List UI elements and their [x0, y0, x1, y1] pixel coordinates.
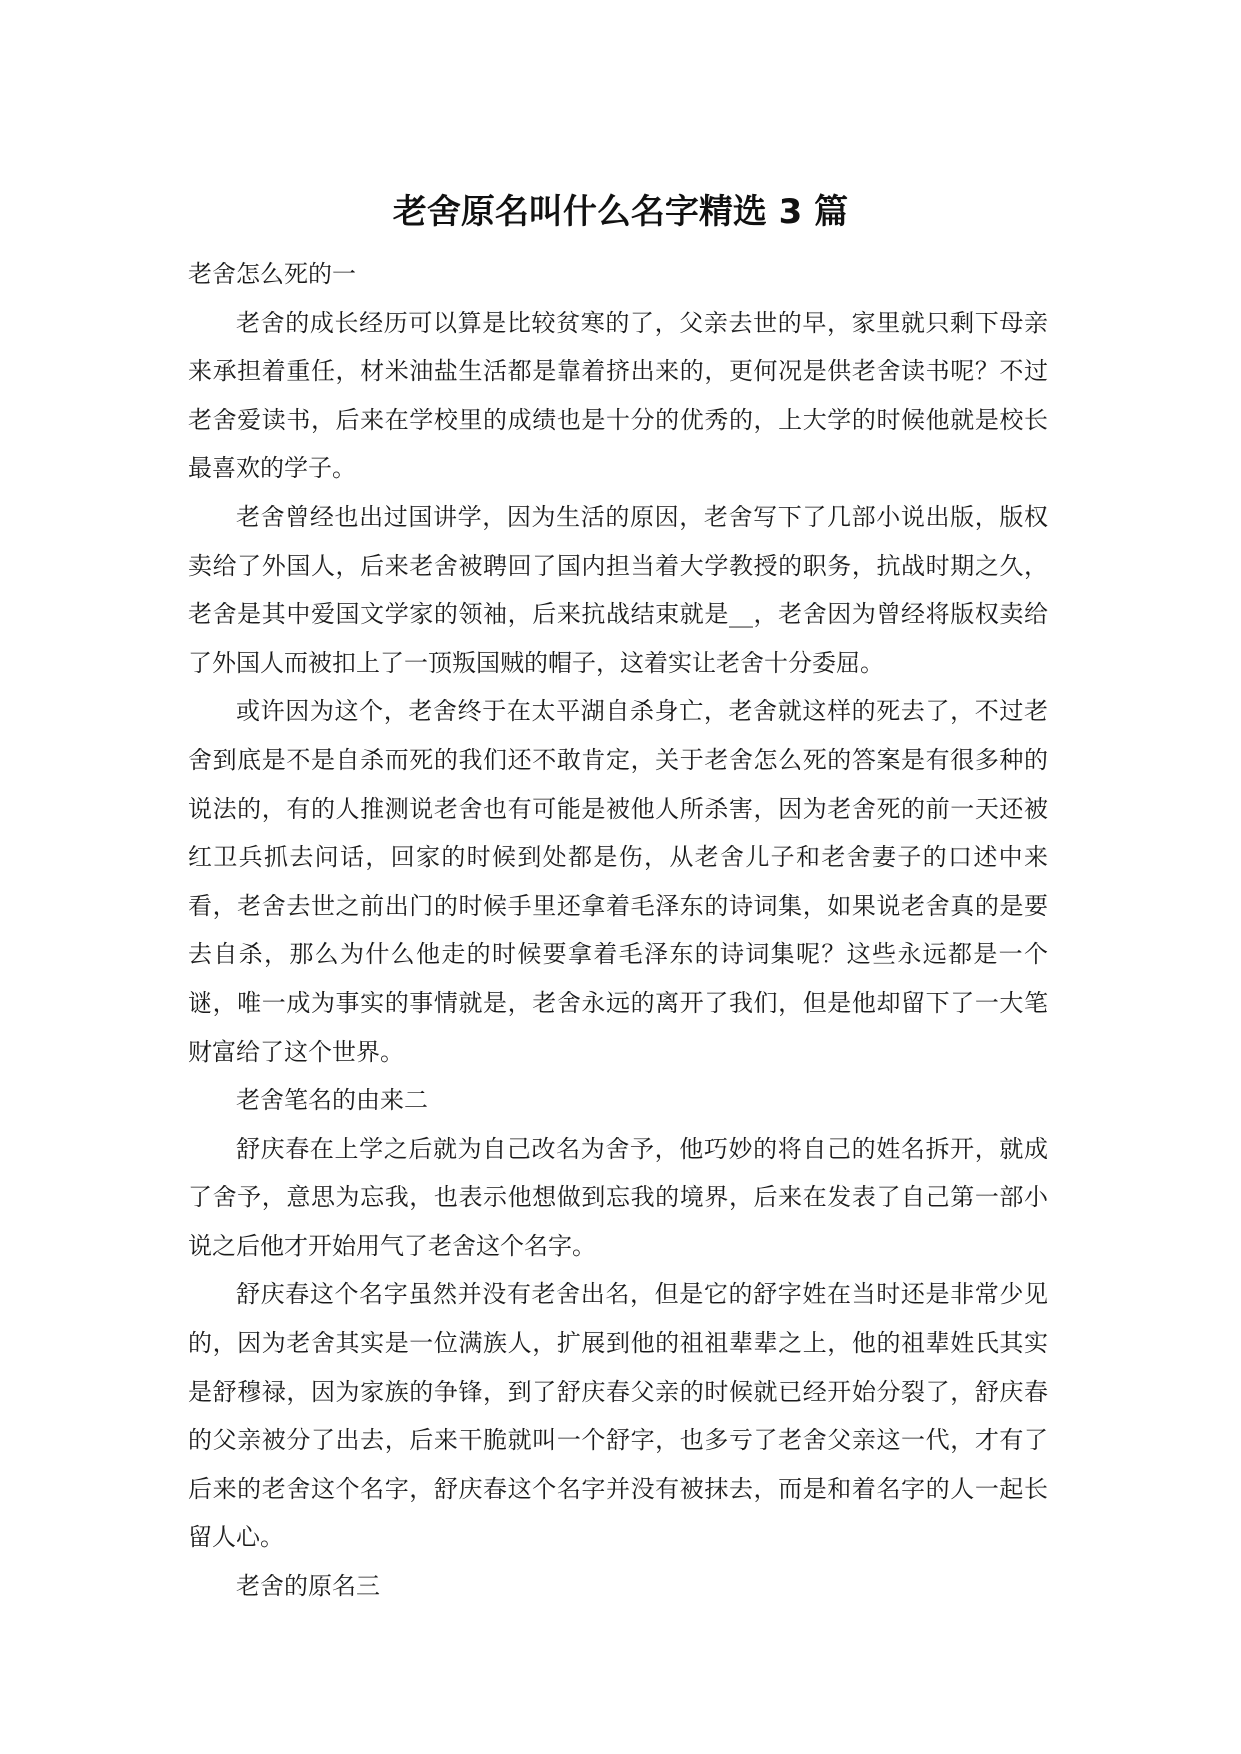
section-heading-1: 老舍怎么死的一	[188, 260, 356, 288]
body-paragraph: 或许因为这个，老舍终于在太平湖自杀身亡，老舍就这样的死去了，不过老舍到底是不是自杀而死的我们还不敢肯定，关于老舍怎么死的答案是有很多种的说法的，有的人推测说老舍也有可能是被他人所杀害，因为老舍死的前一天还被红卫兵抓去问话，回家的时候到处都是伤，从老舍儿子和老舍妻子的口述中来看，老舍去世之前出门的时候手里还拿着毛泽东的诗词集，如果说老舍真的是要去自杀，那么为什么他走的时候要拿着毛泽东的诗词集呢？这些永远都是一个谜，唯一成为事实的事情就是，老舍永远的离开了我们，但是他却留下了一大笔财富给了这个世界。	[188, 697, 1048, 1066]
document-title: 老舍原名叫什么名字精选 3 篇	[392, 192, 849, 232]
body-paragraph: 舒庆春这个名字虽然并没有老舍出名，但是它的舒字姓在当时还是非常少见的，因为老舍其实是一位满族人，扩展到他的祖祖辈辈之上，他的祖辈姓氏其实是舒穆禄，因为家族的争锋，到了舒庆春父亲的时候就已经开始分裂了，舒庆春的父亲被分了出去，后来干脆就叫一个舒字，也多亏了老舍父亲这一代，才有了后来的老舍这个名字，舒庆春这个名字并没有被抹去，而是和着名字的人一起长留人心。	[188, 1280, 1048, 1552]
section-heading-2: 老舍笔名的由来二	[236, 1086, 428, 1115]
body-paragraph: 老舍曾经也出过国讲学，因为生活的原因，老舍写下了几部小说出版，版权卖给了外国人，后来老舍被聘回了国内担当着大学教授的职务，抗战时期之久，老舍是其中爱国文学家的领袖，后来抗战结束就是__，老舍因为曾经将版权卖给了外国人而被扣上了一顶叛国贼的帽子，这着实让老舍十分委屈。	[188, 502, 1048, 677]
body-paragraph: 舒庆春在上学之后就为自己改名为舍予，他巧妙的将自己的姓名拆开，就成了舍予，意思为忘我，也表示他想做到忘我的境界，后来在发表了自己第一部小说之后他才开始用气了老舍这个名字。	[188, 1134, 1048, 1260]
document-body	[188, 250, 1048, 1611]
body-paragraph: 老舍的成长经历可以算是比较贫寒的了，父亲去世的早，家里就只剩下母亲来承担着重任，材米油盐生活都是靠着挤出来的，更何况是供老舍读书呢？不过老舍爱读书，后来在学校里的成绩也是十分的优秀的，上大学的时候他就是校长最喜欢的学子。	[188, 308, 1048, 483]
section-heading-3: 老舍的原名三	[236, 1572, 380, 1601]
